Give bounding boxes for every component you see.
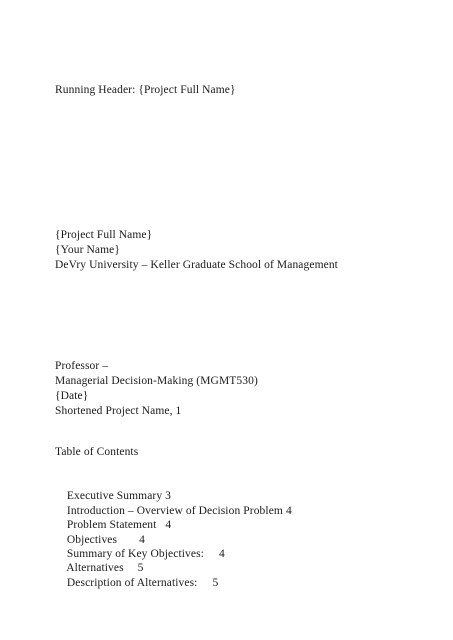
short-name-page-number: Shortened Project Name, 1 (55, 405, 182, 417)
institution-name: DeVry University – Keller Graduate School of Management (55, 259, 338, 271)
toc-entry-page: 5 (137, 562, 144, 574)
running-header: Running Header: {Project Full Name} (55, 84, 236, 96)
toc-entry-label: Alternatives (66, 562, 124, 574)
toc-entry-label: Executive Summary (66, 490, 163, 502)
toc-entry-page: 4 (285, 505, 292, 517)
author-name: {Your Name} (55, 244, 120, 256)
project-title: {Project Full Name} (55, 229, 153, 241)
date-line: {Date} (55, 390, 89, 402)
toc-entry-page: 4 (165, 519, 172, 531)
toc-entry-page: 3 (165, 490, 172, 502)
toc-entry-page: 4 (139, 534, 145, 546)
toc-entry (55, 561, 218, 606)
toc-entry-label: Summary of Key Objectives: (66, 548, 204, 560)
toc-entry-label: Objectives (66, 534, 118, 546)
toc-entry-label: Introduction – Overview of Decision Problem (66, 505, 283, 517)
toc-entry-label: Problem Statement (66, 519, 157, 531)
toc-heading: Table of Contents (55, 446, 139, 458)
course-name: Managerial Decision-Making (MGMT530) (55, 375, 258, 387)
toc-entry-page: 5 (212, 577, 219, 589)
toc-entry-page: 4 (218, 548, 225, 560)
professor-line: Professor – (55, 360, 109, 372)
toc-entry-label: Description of Alternatives: (66, 577, 198, 589)
